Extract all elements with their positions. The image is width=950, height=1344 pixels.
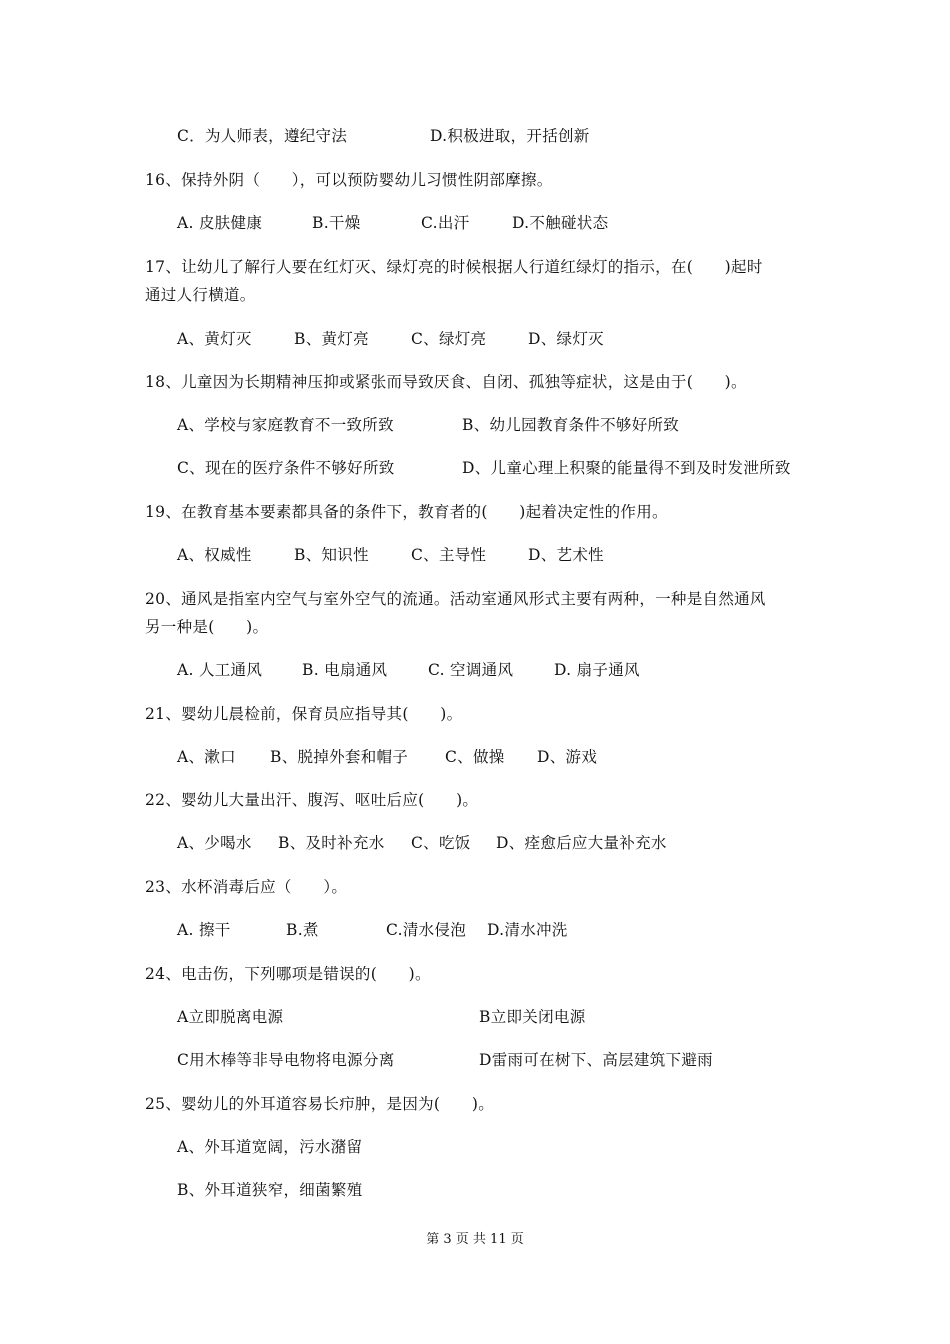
q18-option-d: D、儿童心理上积聚的能量得不到及时发泄所致 bbox=[462, 459, 791, 477]
q24-option-d: D雷雨可在树下、高层建筑下避雨 bbox=[479, 1051, 713, 1069]
q21-option-b: B、脱掉外套和帽子 bbox=[270, 748, 409, 766]
q23-option-b: B.煮 bbox=[286, 921, 319, 939]
question-23-stem: 23、水杯消毒后应（ ）。 bbox=[145, 878, 348, 896]
question-20-stem-line1: 20、通风是指室内空气与室外空气的流通。活动室通风形式主要有两种，一种是自然通风 bbox=[145, 590, 766, 608]
q18-option-a: A、学校与家庭教育不一致所致 bbox=[177, 416, 394, 434]
q20-option-d: D. 扇子通风 bbox=[554, 661, 640, 679]
question-22-stem: 22、婴幼儿大量出汗、腹泻、呕吐后应( )。 bbox=[145, 791, 479, 809]
q18-option-b: B、幼儿园教育条件不够好所致 bbox=[462, 416, 680, 434]
question-25-stem: 25、婴幼儿的外耳道容易长疖肿，是因为( )。 bbox=[145, 1095, 495, 1113]
question-19-stem: 19、在教育基本要素都具备的条件下，教育者的( )起着决定性的作用。 bbox=[145, 503, 668, 521]
q24-option-c: C用木棒等非导电物将电源分离 bbox=[177, 1051, 395, 1069]
q23-option-c: C.清水侵泡 bbox=[386, 921, 467, 939]
q16-option-b: B.干燥 bbox=[312, 214, 361, 232]
q19-option-a: A、权威性 bbox=[177, 546, 252, 564]
q17-option-a: A、黄灯灭 bbox=[177, 330, 252, 348]
q18-option-c: C、现在的医疗条件不够好所致 bbox=[177, 459, 395, 477]
question-16-stem: 16、保持外阴（ ），可以预防婴幼儿习惯性阴部摩擦。 bbox=[145, 171, 553, 189]
q19-option-c: C、主导性 bbox=[411, 546, 487, 564]
q23-option-d: D.清水冲洗 bbox=[487, 921, 568, 939]
q21-option-d: D、游戏 bbox=[537, 748, 598, 766]
q22-option-c: C、吃饭 bbox=[411, 834, 471, 852]
q20-option-b: B. 电扇通风 bbox=[302, 661, 388, 679]
question-24-stem: 24、电击伤，下列哪项是错误的( )。 bbox=[145, 965, 431, 983]
q19-option-b: B、知识性 bbox=[294, 546, 369, 564]
q20-option-c: C. 空调通风 bbox=[428, 661, 514, 679]
question-21-stem: 21、婴幼儿晨检前，保育员应指导其( )。 bbox=[145, 705, 463, 723]
q16-option-c: C.出汗 bbox=[421, 214, 470, 232]
page-footer: 第 3 页 共 11 页 bbox=[426, 1232, 524, 1247]
q22-option-d: D、痊愈后应大量补充水 bbox=[496, 834, 667, 852]
q17-option-b: B、黄灯亮 bbox=[294, 330, 369, 348]
q22-option-b: B、及时补充水 bbox=[278, 834, 385, 852]
question-17-stem-line1: 17、让幼儿了解行人要在红灯灭、绿灯亮的时候根据人行道红绿灯的指示，在( )起时 bbox=[145, 258, 763, 276]
q20-option-a: A. 人工通风 bbox=[177, 661, 263, 679]
q23-option-a: A. 擦干 bbox=[177, 921, 231, 939]
q19-option-d: D、艺术性 bbox=[528, 546, 604, 564]
q16-option-d: D.不触碰状态 bbox=[512, 214, 609, 232]
q25-option-a: A、外耳道宽阔，污水潴留 bbox=[177, 1138, 363, 1156]
q21-option-c: C、做操 bbox=[445, 748, 505, 766]
q15-option-d: D.积极进取，开括创新 bbox=[430, 127, 590, 145]
q16-option-a: A. 皮肤健康 bbox=[177, 214, 263, 232]
question-17-stem-line2: 通过人行横道。 bbox=[145, 286, 256, 304]
q24-option-b: B立即关闭电源 bbox=[479, 1008, 586, 1026]
q24-option-a: A立即脱离电源 bbox=[177, 1008, 284, 1026]
q17-option-c: C、绿灯亮 bbox=[411, 330, 487, 348]
q25-option-b: B、外耳道狭窄，细菌繁殖 bbox=[177, 1181, 363, 1199]
q17-option-d: D、绿灯灭 bbox=[528, 330, 604, 348]
q21-option-a: A、漱口 bbox=[177, 748, 236, 766]
q15-option-c: C．为人师表，遵纪守法 bbox=[177, 127, 348, 145]
question-18-stem: 18、儿童因为长期精神压抑或紧张而导致厌食、自闭、孤独等症状，这是由于( )。 bbox=[145, 373, 747, 391]
question-20-stem-line2: 另一种是( )。 bbox=[145, 618, 269, 636]
q22-option-a: A、少喝水 bbox=[177, 834, 252, 852]
